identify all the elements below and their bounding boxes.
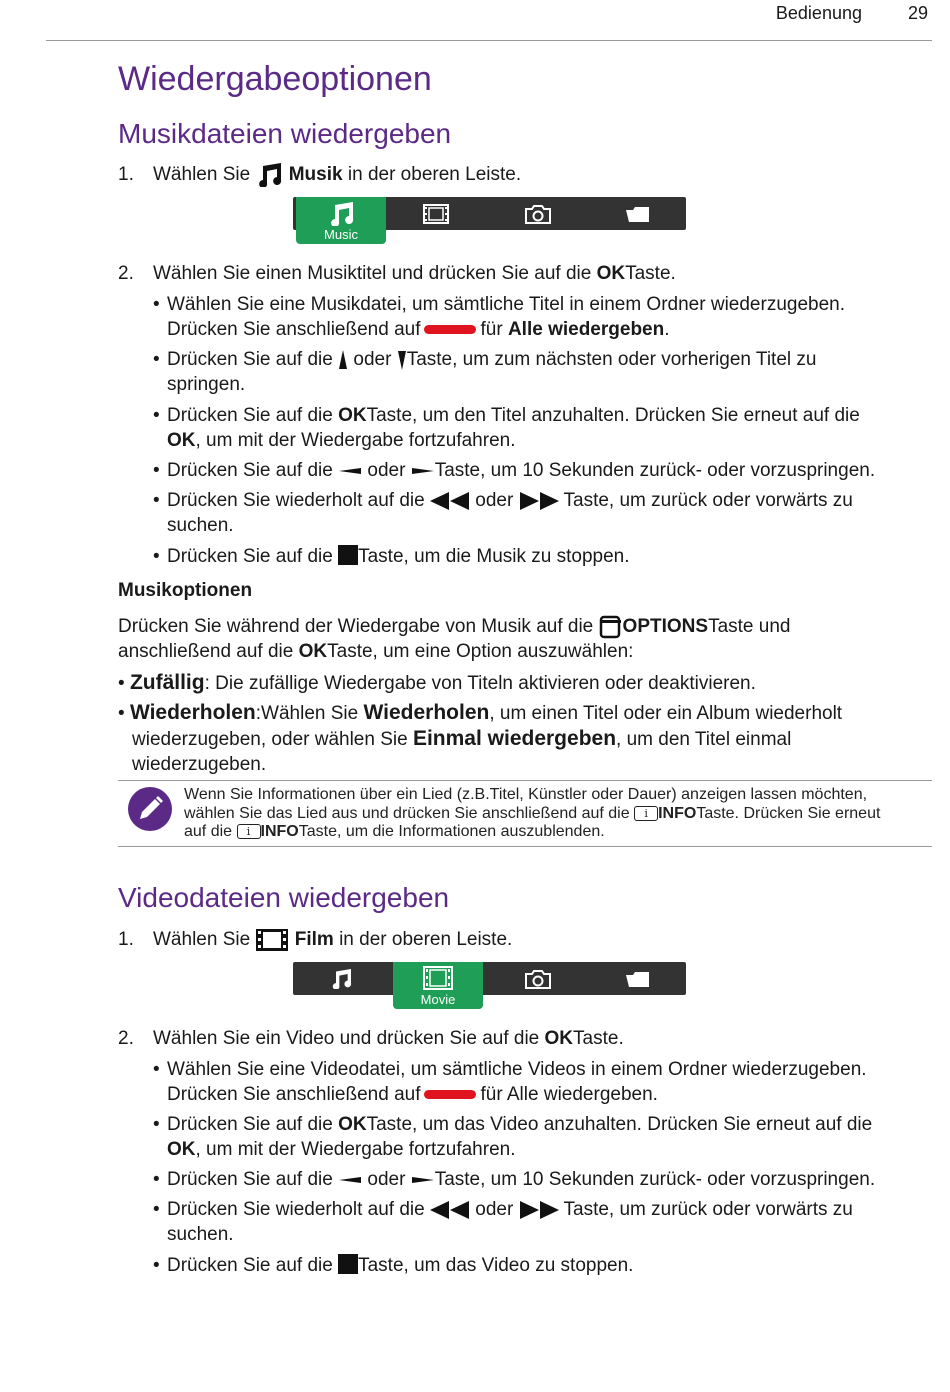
music-b3-pre: Drücken Sie auf die: [167, 405, 333, 426]
music-step2-ok: OK: [596, 263, 626, 284]
music-b4-pre: Drücken Sie auf die: [167, 460, 333, 481]
music-step1-post: in der oberen Leiste.: [347, 164, 522, 185]
music-b1-l1: Wählen Sie eine Musikdatei, um sämtliche Titel in einem Ordner wiederzugeben.: [167, 294, 845, 315]
music-b2-post: Taste, um zum nächsten oder vorherigen Titel zu: [406, 349, 817, 370]
music-b3-l2post: , um mit der Wiedergabe fortzufahren.: [195, 430, 516, 451]
info-icon: i: [237, 824, 261, 839]
video-b4-l2: suchen.: [167, 1224, 234, 1245]
music-step2-post: Taste.: [625, 263, 676, 284]
music-b3-ok: OK: [338, 405, 367, 426]
video-b2-pre: Drücken Sie auf die: [167, 1114, 333, 1135]
rewind-icon: [430, 491, 470, 511]
music-step2-pre: Wählen Sie einen Musiktitel und drücken Sie auf die: [153, 263, 592, 284]
music-step1-bold: Musik: [288, 164, 343, 185]
music-heading: Musikdateien wiedergeben: [118, 118, 452, 149]
right-arrow-icon: [411, 466, 435, 476]
bullet-dot: •: [153, 1169, 160, 1190]
music-b4-or: oder: [367, 460, 406, 481]
folder-icon: [625, 969, 651, 989]
music-b2-or: oder: [353, 349, 392, 370]
options-p-pre: Drücken Sie während der Wiedergabe von Musik auf die: [118, 616, 594, 637]
fast-forward-icon: [519, 491, 559, 511]
film-icon: [423, 966, 453, 990]
bullet-dot: •: [153, 490, 160, 511]
video-step1-post: in der oberen Leiste.: [339, 929, 513, 950]
video-bullet-5: [153, 1253, 633, 1278]
opt2-t1: :Wählen Sie: [255, 703, 359, 724]
music-menubar: [293, 197, 686, 242]
bullet-dot: •: [153, 1255, 160, 1276]
menu-tab-music[interactable]: [296, 197, 386, 244]
note-rule-bottom: [118, 846, 932, 847]
music-b6-post: Taste, um die Musik zu stoppen.: [358, 546, 630, 567]
music-bullet-4: [153, 458, 875, 483]
music-b3-post: Taste, um den Titel anzuhalten. Drücken Sie erneut auf die: [366, 405, 860, 426]
folder-icon: [625, 204, 651, 224]
bullet-dot: •: [153, 546, 160, 567]
video-b2-l2post: , um mit der Wiedergabe fortzufahren.: [195, 1139, 516, 1160]
video-b1-l2post: für Alle wiedergeben.: [480, 1084, 658, 1105]
music-b6-pre: Drücken Sie auf die: [167, 546, 333, 567]
menu-tab-movie-label: Movie: [420, 992, 456, 1007]
page-header: [46, 0, 932, 41]
music-b3-l2ok: OK: [167, 430, 196, 451]
menu-tab-movie[interactable]: [391, 197, 481, 230]
music-b1-l2pre: Drücken Sie anschließend auf: [167, 319, 421, 340]
film-icon: [255, 928, 289, 952]
video-bullet-4: [153, 1197, 853, 1247]
music-b5-post: Taste, um zurück oder vorwärts zu: [563, 490, 853, 511]
video-step1-number: 1.: [118, 929, 134, 950]
video-b4-post: Taste, um zurück oder vorwärts zu: [563, 1199, 853, 1220]
left-arrow-icon: [338, 1175, 362, 1185]
bullet-dot: •: [153, 294, 160, 315]
note-info-bold-2: INFO: [260, 823, 299, 840]
video-step2-pre: Wählen Sie ein Video und drücken Sie auf die: [153, 1028, 540, 1049]
left-arrow-icon: [338, 466, 362, 476]
music-b5-or: oder: [475, 490, 514, 511]
music-note-icon: [255, 163, 283, 187]
video-b3-post: Taste, um 10 Sekunden zurück- oder vorzuspringen.: [434, 1169, 876, 1190]
opt2-t2: , um einen Titel oder ein Album wiederholt: [489, 703, 843, 724]
music-options-heading: Musikoptionen: [118, 580, 253, 601]
bullet-dot: •: [153, 1199, 160, 1220]
menu-tab-music[interactable]: [296, 962, 386, 995]
camera-icon: [524, 204, 552, 224]
menu-tab-music-label: Music: [324, 227, 358, 242]
music-b4-post: Taste, um 10 Sekunden zurück- oder vorzuspringen.: [434, 460, 876, 481]
music-step1: [153, 162, 521, 187]
bullet-dot: •: [153, 460, 160, 481]
video-step1-bold: Film: [294, 929, 334, 950]
options-p-post: Taste und: [708, 616, 791, 637]
music-bullet-5: [153, 488, 853, 538]
note-text: [184, 786, 880, 842]
music-note-icon: [327, 202, 355, 226]
menu-tab-photo[interactable]: [493, 197, 583, 230]
bullet-dot: •: [118, 673, 125, 694]
note-info-bold: INFO: [658, 804, 697, 822]
music-bullet-6: [153, 544, 630, 569]
down-arrow-icon: [397, 349, 407, 371]
note-l1: Wenn Sie Informationen über ein Lied (z.B.Titel, Künstler oder Dauer) anzeigen lassen möchten,: [184, 786, 868, 803]
note-pencil-icon: [127, 786, 173, 832]
rewind-icon: [430, 1200, 470, 1220]
options-p-bold: OPTIONS: [622, 616, 709, 637]
video-step2: [153, 1026, 624, 1051]
bullet-dot: •: [153, 405, 160, 426]
music-step2: [153, 261, 676, 286]
bullet-dot: •: [153, 349, 160, 370]
options-p-ok: OK: [298, 641, 328, 662]
page-number: 29: [907, 3, 928, 23]
video-bullet-1: [153, 1057, 867, 1107]
music-step2-number: 2.: [118, 263, 134, 284]
video-b3-or: oder: [367, 1169, 406, 1190]
options-p-l2pre: anschließend auf die: [118, 641, 294, 662]
stop-icon: [338, 1254, 358, 1274]
video-bullet-2: [153, 1112, 872, 1162]
menu-tab-movie[interactable]: [393, 962, 483, 1009]
options-icon: [599, 615, 623, 639]
opt2-l2pre: wiederzugeben, oder wählen Sie: [132, 729, 408, 750]
note-rule-top: [118, 780, 932, 781]
options-p-l2post: Taste, um eine Option auszuwählen:: [327, 641, 634, 662]
opt2-bold2: Wiederholen: [363, 701, 490, 724]
music-b1-l2bold: Alle wiedergeben: [507, 319, 665, 340]
music-b2-l2: springen.: [167, 374, 246, 395]
music-b1-l2mid: für: [480, 319, 503, 340]
opt1-bold: Zufällig: [129, 671, 205, 694]
opt2-l2post: , um den Titel einmal: [616, 729, 792, 750]
note-l3post: Taste, um die Informationen auszublenden.: [298, 823, 605, 840]
red-key-icon: [424, 325, 476, 334]
video-b5-pre: Drücken Sie auf die: [167, 1255, 333, 1276]
video-b1-l1: Wählen Sie eine Videodatei, um sämtliche Videos in einem Ordner wiederzugeben.: [167, 1059, 867, 1080]
header-section: Bedienung: [775, 3, 862, 23]
music-step1-number: 1.: [118, 164, 134, 185]
video-b2-ok: OK: [338, 1114, 367, 1135]
note-l3pre: auf die: [184, 823, 233, 840]
menu-tab-folder[interactable]: [593, 962, 683, 995]
right-arrow-icon: [411, 1175, 435, 1185]
red-key-icon: [424, 1090, 476, 1099]
video-b2-post: Taste, um das Video anzuhalten. Drücken Sie erneut auf die: [366, 1114, 873, 1135]
video-b4-pre: Drücken Sie wiederholt auf die: [167, 1199, 425, 1220]
music-options-paragraph: [118, 614, 790, 664]
film-icon: [423, 204, 449, 224]
video-b5-post: Taste, um das Video zu stoppen.: [358, 1255, 634, 1276]
menu-tab-photo[interactable]: [493, 962, 583, 995]
opt1-text: : Die zufällige Wiedergabe von Titeln aktivieren oder deaktivieren.: [204, 673, 756, 694]
bullet-dot: •: [153, 1114, 160, 1135]
fast-forward-icon: [519, 1200, 559, 1220]
opt2-l3: wiederzugeben.: [132, 754, 267, 775]
video-step1-pre: Wählen Sie: [153, 929, 251, 950]
opt2-bold3: Einmal wiedergeben: [412, 727, 617, 750]
video-b1-l2pre: Drücken Sie anschließend auf: [167, 1084, 421, 1105]
music-b1-l2end: .: [664, 319, 670, 340]
video-step2-post: Taste.: [573, 1028, 624, 1049]
info-icon: i: [634, 806, 658, 821]
music-b5-l2: suchen.: [167, 515, 234, 536]
music-bullet-3: [153, 403, 860, 453]
music-option-shuffle: [118, 670, 756, 696]
camera-icon: [524, 969, 552, 989]
stop-icon: [338, 545, 358, 565]
up-arrow-icon: [338, 349, 348, 371]
page-title: Wiedergabeoptionen: [118, 60, 432, 98]
video-b2-l2ok: OK: [167, 1139, 196, 1160]
video-b3-pre: Drücken Sie auf die: [167, 1169, 333, 1190]
bullet-dot: •: [118, 703, 125, 724]
note-l2post: Taste. Drücken Sie erneut: [696, 804, 881, 822]
music-bullet-1: [153, 292, 845, 342]
music-b5-pre: Drücken Sie wiederholt auf die: [167, 490, 425, 511]
music-step1-pre: Wählen Sie: [153, 164, 251, 185]
menu-tab-folder[interactable]: [593, 197, 683, 230]
video-step2-number: 2.: [118, 1028, 134, 1049]
music-option-repeat: [118, 700, 842, 777]
video-step2-ok: OK: [544, 1028, 574, 1049]
video-menubar: [293, 962, 686, 1007]
video-bullet-3: [153, 1167, 875, 1192]
music-note-icon: [329, 969, 353, 989]
video-heading: Videodateien wiedergeben: [118, 882, 450, 913]
video-step1: [153, 927, 512, 952]
music-b2-pre: Drücken Sie auf die: [167, 349, 333, 370]
note-l2pre: wählen Sie das Lied aus und drücken Sie anschließend auf die: [184, 804, 630, 822]
music-bullet-2: [153, 347, 816, 397]
opt2-bold: Wiederholen: [129, 701, 256, 724]
bullet-dot: •: [153, 1059, 160, 1080]
video-b4-or: oder: [475, 1199, 514, 1220]
